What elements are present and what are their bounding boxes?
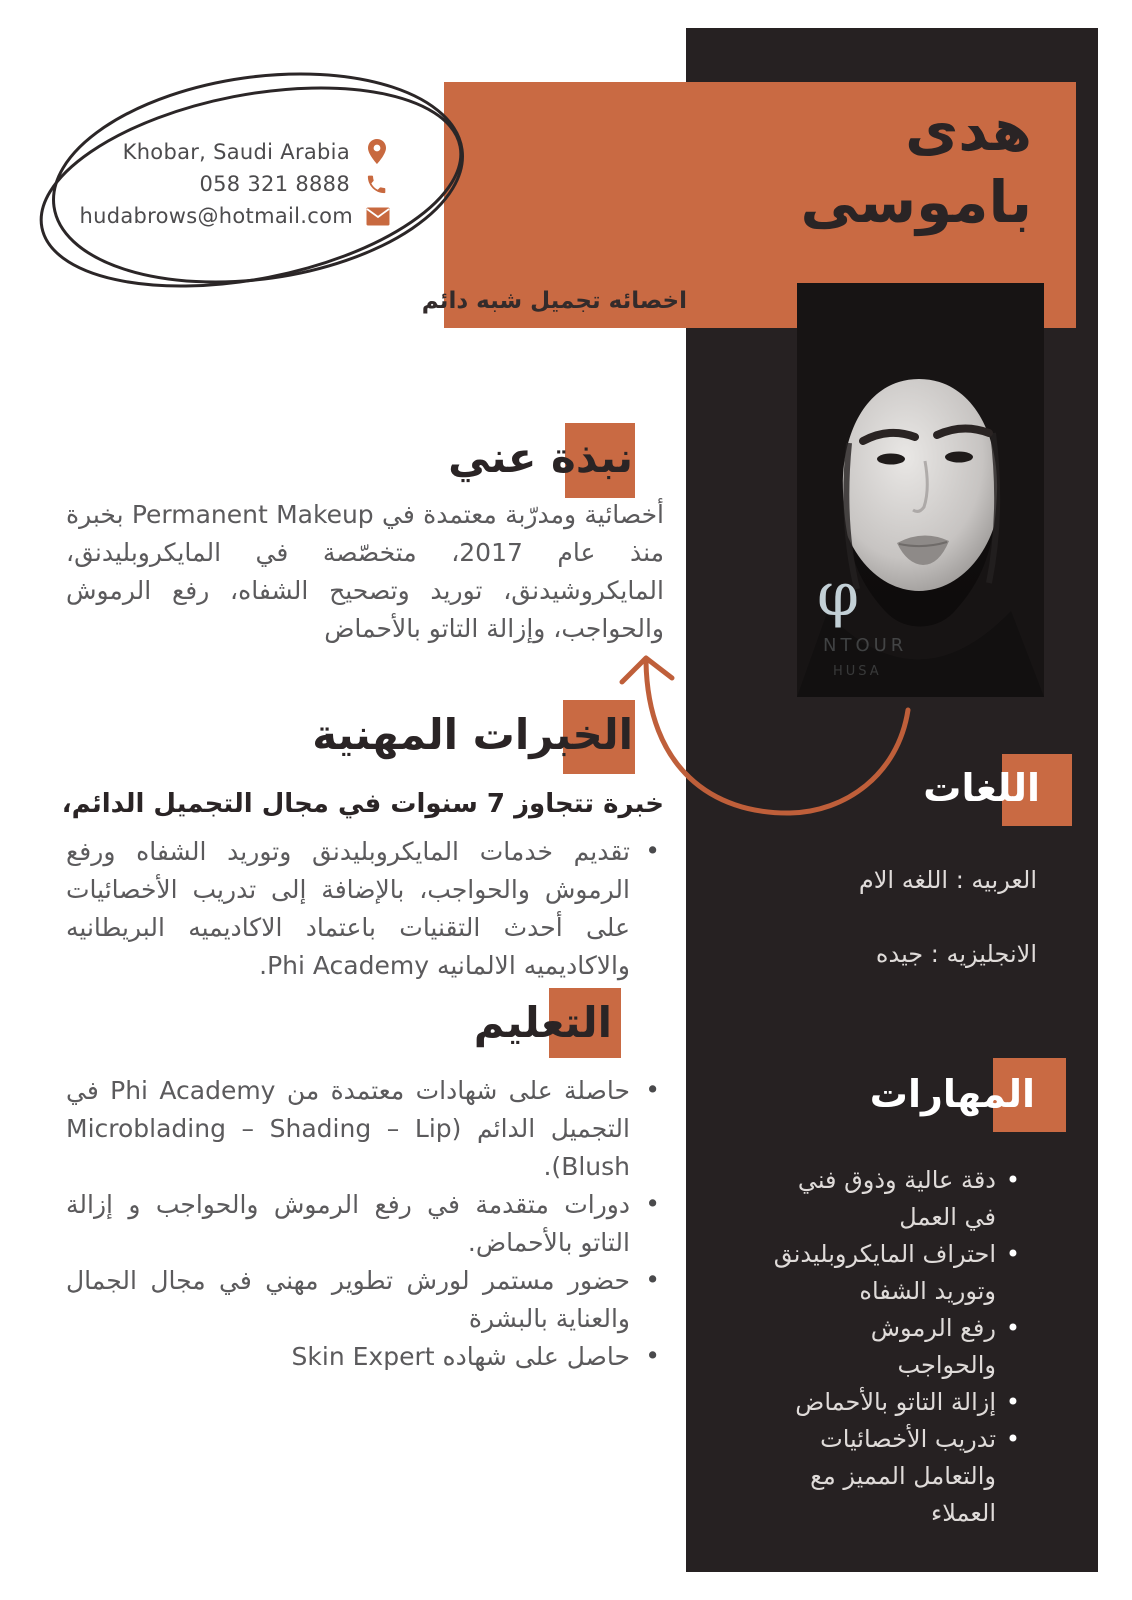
language-item: الانجليزيه : جيده — [875, 940, 1037, 968]
name-line-1: هدى — [905, 96, 1032, 164]
list-item: • إزالة التاتو بالأحماض — [772, 1384, 996, 1421]
candidate-name — [800, 94, 1032, 238]
education-heading-text: التعليم — [473, 998, 612, 1047]
location-text: Khobar, Saudi Arabia — [122, 140, 350, 164]
watermark-text-1: NTOUR — [823, 635, 908, 656]
list-item: • تقديم خدمات المايكروبليدنق وتوريد الشفاه ورفع الرموش والحواجب، بالإضافة إلى تدريب الأخصائيات على أحدث التقنيات باعتماد الاكاديميه البريطانيه والاكاديميه الالمانيه Phi Academy. — [66, 833, 630, 985]
phi-watermark-icon: φ — [817, 560, 860, 630]
about-heading-text: نبذة عني — [448, 433, 633, 482]
languages-heading-text: اللغات — [923, 766, 1040, 810]
contact-email-row — [79, 200, 390, 232]
list-item: • حضور مستمر لورش تطوير مهني في مجال الجمال والعناية بالبشرة — [66, 1262, 630, 1338]
education-heading — [474, 998, 612, 1047]
experience-intro: خبرة تتجاوز 7 سنوات في مجال التجميل الدائم، — [61, 789, 664, 819]
name-line-2: باموسى — [800, 168, 1032, 236]
envelope-icon — [366, 207, 390, 226]
skills-heading — [870, 1072, 1035, 1116]
education-list — [66, 1072, 664, 1376]
contact-location-row — [110, 136, 390, 168]
contact-phone-row — [110, 168, 390, 200]
skills-list — [772, 1162, 1022, 1532]
experience-heading-text: الخبرات المهنية — [312, 710, 633, 759]
languages-heading — [923, 766, 1040, 810]
list-item: • دقة عالية وذوق فني في العمل — [772, 1162, 996, 1236]
watermark-text-2: HUSA — [833, 664, 882, 679]
list-item: • حاصلة على شهادات معتمدة من Phi Academy في التجميل الدائم (Microblading – Shading – Lip Blush). — [66, 1072, 630, 1186]
about-heading — [448, 433, 633, 482]
map-pin-icon — [363, 138, 390, 166]
about-paragraph: أخصائية ومدرّبة معتمدة في Permanent Makeup بخبرة منذ عام 2017، متخصّصة في المايكروبليدنق، المايكروشيدنق، توريد وتصحيح الشفاه، رفع الرموش والحواجب، وإزالة التاتو بالأحماض — [66, 500, 665, 643]
email-text: hudabrows@hotmail.com — [79, 204, 353, 228]
list-item: • احتراف المايكروبليدنق وتوريد الشفاه — [772, 1236, 996, 1310]
job-title: اخصائه تجميل شبه دائم — [421, 288, 687, 314]
experience-heading — [312, 710, 633, 759]
skills-heading-text: المهارات — [869, 1072, 1035, 1116]
phone-icon — [363, 173, 390, 196]
language-item: العربيه : اللغه الام — [858, 866, 1037, 894]
list-item: • دورات متقدمة في رفع الرموش والحواجب و إزالة التاتو بالأحماض. — [66, 1186, 630, 1262]
profile-photo — [797, 283, 1044, 697]
experience-list — [66, 833, 664, 985]
phone-text: 058 321 8888 — [199, 172, 350, 196]
list-item: • حاصل على شهاده Skin Expert — [66, 1338, 630, 1376]
list-item: • رفع الرموش والحواجب — [772, 1310, 996, 1384]
contact-block — [79, 136, 390, 232]
list-item: • تدريب الأخصائيات والتعامل المميز مع العملاء — [772, 1421, 996, 1532]
